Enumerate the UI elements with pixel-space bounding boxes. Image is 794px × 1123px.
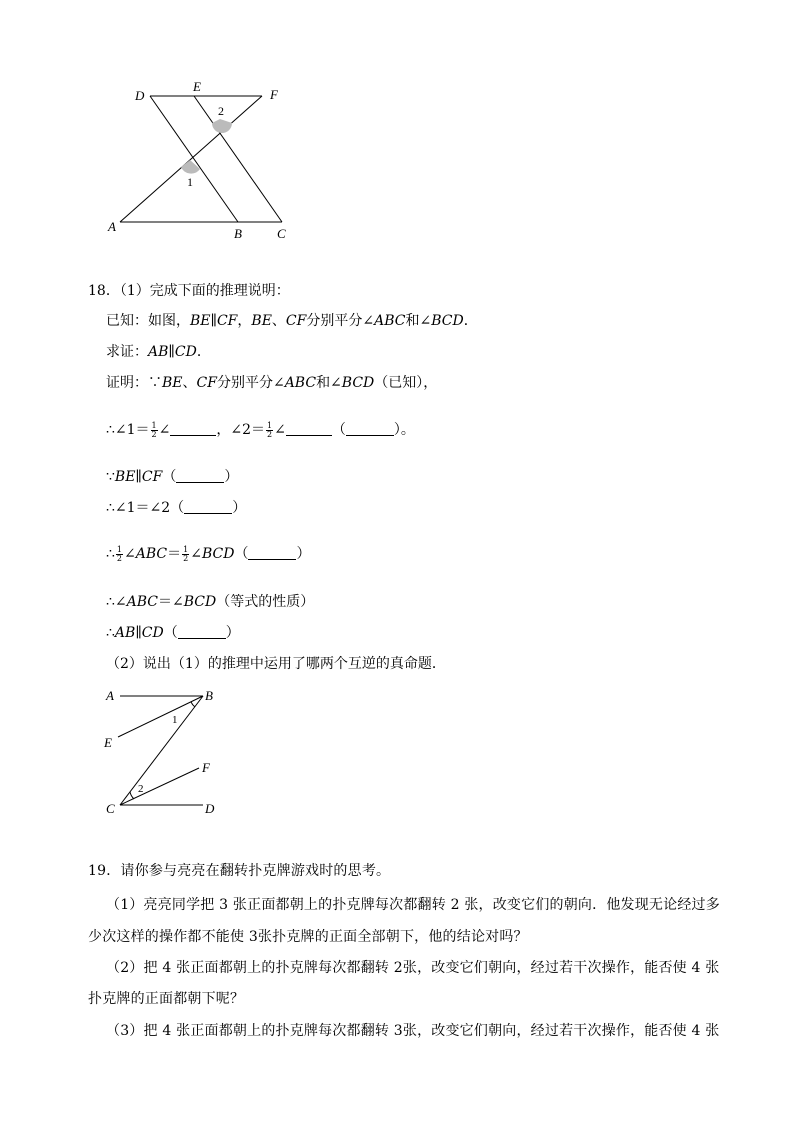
segment-BC [120,696,203,805]
label-D: D [205,801,215,816]
answer-blank-3[interactable] [346,421,394,436]
q18-given: 已知：如图，BE∥CF，BE、CF分别平分∠ABC和∠BCD． [106,313,478,329]
q19-p1-line2: 少次这样的操作都不能使 3张扑克牌的正面全部朝下，他的结论对吗？ [88,929,528,945]
segment-EC [194,96,282,222]
q18-step1: ∴∠1＝ $\frac{1}{2}$ ∠ ，∠2＝ $\frac{1}{2}$ ∠ （ ）。 [106,420,415,439]
q19-heading [88,862,390,880]
answer-blank-4[interactable] [176,468,224,483]
label-A: A [108,219,116,234]
q18-prove: 求证：AB∥CD． [106,344,211,360]
label-B: B [205,688,213,703]
q18-step2: ∵BE∥CF（ ） [106,469,239,485]
q18-number: 18． [88,283,120,299]
answer-blank-2[interactable] [286,421,332,436]
angle-2-arc [130,792,134,799]
segment-DB [150,96,238,222]
label-angle-2: 2 [138,783,144,795]
label-A: A [106,688,114,703]
q19-p3-line1: （3）把 4 张正面都朝上的扑克牌每次都翻转 3张，改变它们朝向，经过若干次操作，能否使 4 张 [106,1023,720,1039]
q18-step4: ∴ $\frac{1}{2}$ ∠ABC＝ $\frac{1}{2}$ ∠BCD（ ） [106,544,311,563]
label-E: E [193,79,201,94]
segment-BE [118,696,203,737]
label-C: C [106,801,115,816]
label-F: F [202,760,210,775]
label-angle-2: 2 [218,104,224,118]
q18-part2: （2）说出（1）的推理中运用了哪两个互逆的真命题． [106,656,446,672]
q19-head: 请你参与亮亮在翻转扑克牌游戏时的思考。 [120,863,391,879]
figure-parallelogram-transversal [100,80,300,245]
q18-step5: ∴∠ABC＝∠BCD（等式的性质） [106,594,315,610]
fraction-half: $\frac{1}{2}$ [116,544,123,563]
q18-proof-start: 证明：∵BE、CF分别平分∠ABC和∠BCD（已知）， [106,375,438,391]
answer-blank-5[interactable] [184,499,232,514]
fraction-half: $\frac{1}{2}$ [183,544,189,563]
fraction-half: $\frac{1}{2}$ [267,420,273,439]
answer-blank-6[interactable] [248,545,296,560]
angle-1-arc [181,160,200,174]
answer-blank-1[interactable] [170,421,216,436]
q19-p2-line2: 扑克牌的正面都朝下呢？ [88,991,245,1007]
q18-part1-head: （1）完成下面的推理说明： [119,283,290,299]
label-angle-1: 1 [187,175,193,189]
figure-z-bisectors [100,682,230,820]
label-E: E [104,735,112,750]
answer-blank-7[interactable] [178,624,226,639]
label-B: B [234,226,242,241]
q18-step3: ∴∠1＝∠2（ ） [106,500,247,516]
q19-p1-line1: （1）亮亮同学把 3 张正面都朝上的扑克牌每次都翻转 2 张，改变它们的朝向．他发现无论经过多 [106,897,720,913]
label-D: D [135,88,145,103]
fraction-half: $\frac{1}{2}$ [151,420,157,439]
q18-step6: ∴AB∥CD（ ） [106,625,240,641]
q19-number: 19． [88,863,121,879]
q18-heading [88,282,290,300]
label-angle-1: 1 [172,714,178,726]
angle-1-arc [191,702,195,707]
q19-p2-line1: （2）把 4 张正面都朝上的扑克牌每次都翻转 2张，改变它们朝向，经过若干次操作，能否使 4 张 [106,960,720,976]
segment-AF [120,96,262,222]
label-C: C [277,226,286,241]
angle-2-arc [212,119,232,133]
label-F: F [270,87,278,102]
segment-CF [120,768,199,805]
